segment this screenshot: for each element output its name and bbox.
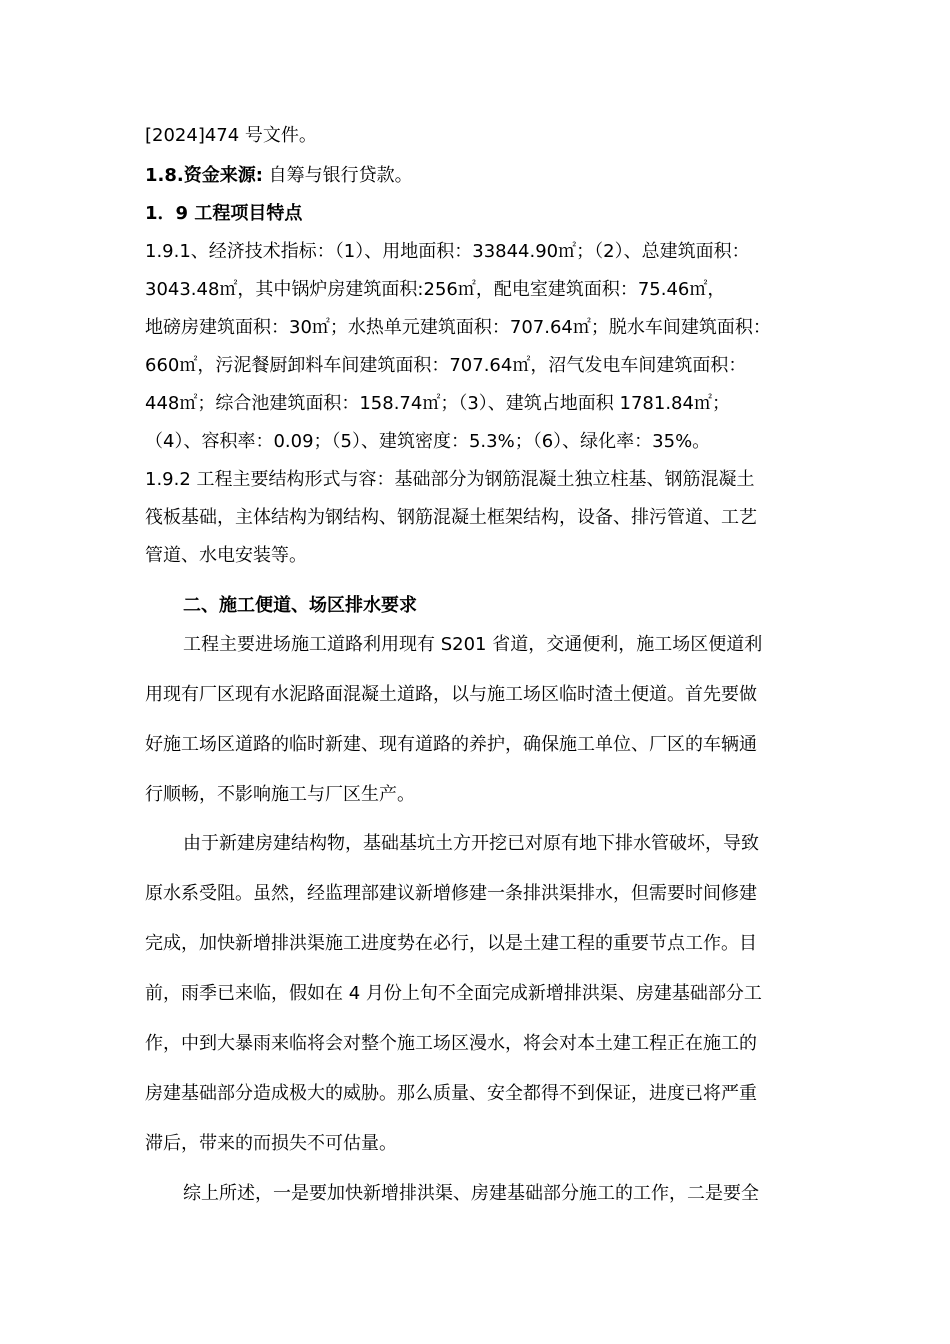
chapter-heading: 二、施工便道、场区排水要求	[183, 595, 417, 616]
paragraph-line: 完成，加快新增排洪渠施工进度势在必行，以是土建工程的重要节点工作。目	[145, 933, 757, 954]
text-line: 448㎡；综合池建筑面积：158.74㎡；（3）、建筑占地面积 1781.84㎡；	[145, 393, 730, 414]
text-line: 筏板基础，主体结构为钢结构、钢筋混凝土框架结构，设备、排污管道、工艺	[145, 507, 757, 528]
text-line: （4）、容积率：0.09；（5）、建筑密度：5.3%；（6）、绿化率：35%。	[145, 431, 711, 452]
paragraph-line: 工程主要进场施工道路利用现有 S201 省道，交通便利，施工场区便道利	[183, 634, 763, 655]
funding-source-line	[145, 164, 413, 188]
text-line: 660㎡，污泥餐厨卸料车间建筑面积：707.64㎡，沼气发电车间建筑面积：	[145, 355, 747, 376]
text-line: 1.9.2 工程主要结构形式与容：基础部分为钢筋混凝土独立柱基、钢筋混凝土	[145, 469, 755, 490]
section-heading: 1．9 工程项目特点	[145, 203, 303, 224]
text-line: 3043.48㎡，其中锅炉房建筑面积:256㎡，配电室建筑面积：75.46㎡，	[145, 279, 726, 300]
paragraph-line: 原水系受阻。虽然，经监理部建议新增修建一条排洪渠排水，但需要时间修建	[145, 883, 757, 904]
paragraph-line: 滞后，带来的而损失不可估量。	[145, 1133, 397, 1154]
paragraph-line: 由于新建房建结构物，基础基坑土方开挖已对原有地下排水管破坏，导致	[183, 833, 759, 854]
paragraph-line: 房建基础部分造成极大的威胁。那么质量、安全都得不到保证，进度已将严重	[145, 1083, 757, 1104]
paragraph-line: 前，雨季已来临，假如在 4 月份上旬不全面完成新增排洪渠、房建基础部分工	[145, 983, 762, 1004]
paragraph-line: 作，中到大暴雨来临将会对整个施工场区漫水，将会对本土建工程正在施工的	[145, 1033, 757, 1054]
text-line: [2024]474 号文件。	[145, 125, 317, 146]
text-line: 1.9.1、经济技术指标：（1）、用地面积：33844.90㎡；（2）、总建筑面积：	[145, 241, 750, 262]
paragraph-line: 好施工场区道路的临时新建、现有道路的养护，确保施工单位、厂区的车辆通	[145, 734, 757, 755]
funding-source-value: 自筹与银行贷款。	[268, 165, 413, 186]
paragraph-line: 行顺畅，不影响施工与厂区生产。	[145, 784, 415, 805]
paragraph-line: 用现有厂区现有水泥路面混凝土道路，以与施工场区临时渣土便道。首先要做	[145, 684, 757, 705]
funding-source-label: 1.8.资金来源:	[145, 165, 263, 186]
paragraph-line: 综上所述，一是要加快新增排洪渠、房建基础部分施工的工作，二是要全	[183, 1183, 759, 1204]
text-line: 管道、水电安装等。	[145, 545, 307, 566]
text-line: 地磅房建筑面积：30㎡；水热单元建筑面积：707.64㎡；脱水车间建筑面积：	[145, 317, 771, 338]
